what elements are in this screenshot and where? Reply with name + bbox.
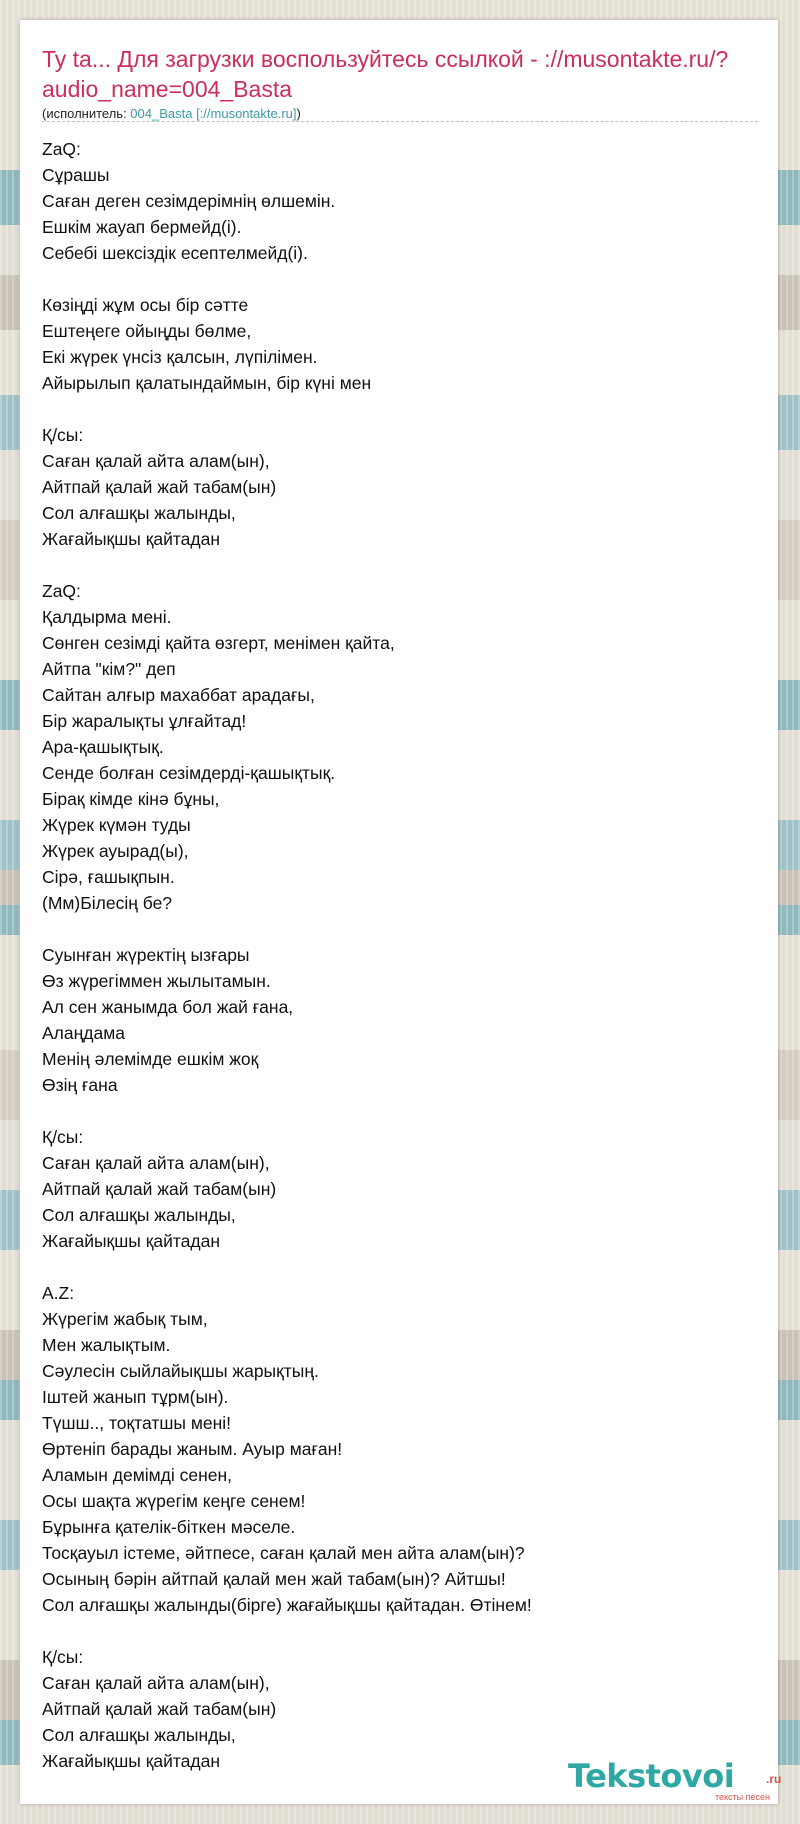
lyrics-line: Сол алғашқы жалынды, bbox=[42, 503, 236, 523]
lyrics-verse bbox=[42, 292, 758, 396]
lyrics-line: Сол алғашқы жалынды, bbox=[42, 1725, 236, 1745]
lyrics-line: Айтпай қалай жай табам(ын) bbox=[42, 1179, 277, 1199]
lyrics-line: (Мм)Білесің бе? bbox=[42, 893, 173, 913]
lyrics-line: Көзіңді жұм осы бір сәтте bbox=[42, 295, 249, 315]
lyrics-line: Екі жүрек үнсіз қалсын, лүпілімен. bbox=[42, 347, 318, 367]
lyrics-line: ZaQ: bbox=[42, 581, 81, 601]
lyrics-line: Іштей жанып тұрм(ын). bbox=[42, 1387, 229, 1407]
lyrics-line: Қалдырма мені. bbox=[42, 607, 172, 627]
lyrics-line: Саған қалай айта алам(ын), bbox=[42, 1153, 270, 1173]
lyrics-line: Қ/сы: bbox=[42, 425, 84, 445]
logo-name: Tekstovoi bbox=[568, 1757, 735, 1795]
lyrics-verse bbox=[42, 578, 758, 916]
lyrics-verse bbox=[42, 1644, 758, 1774]
artist-link[interactable]: 004_Basta [://musontakte.ru] bbox=[130, 106, 297, 121]
lyrics-line: Жағайықшы қайтадан bbox=[42, 529, 221, 549]
lyrics-line: Саған қалай айта алам(ын), bbox=[42, 451, 270, 471]
lyrics-line: Себебі шексіздік есептелмейд(і). bbox=[42, 243, 308, 263]
lyrics-line: Өртеніп барады жаным. Ауыр маған! bbox=[42, 1439, 343, 1459]
lyrics-line: Менің әлемімде ешкім жоқ bbox=[42, 1049, 259, 1069]
lyrics-verse bbox=[42, 1124, 758, 1254]
lyrics-line: Сұрашы bbox=[42, 165, 110, 185]
lyrics-line: Түшш.., тоқтатшы мені! bbox=[42, 1413, 232, 1433]
lyrics-line: Ештеңеге ойыңды бөлме, bbox=[42, 321, 252, 341]
page-title: Ty ta... Для загрузки воспользуйтесь ссылкой - ://musontakte.ru/?audio_name=004_Basta bbox=[42, 46, 729, 102]
lyrics-line: Осы шақта жүрегім кеңге сенем! bbox=[42, 1491, 306, 1511]
lyrics-line: Өз жүрегіммен жылытамын. bbox=[42, 971, 271, 991]
lyrics-line: Бірақ кімде кінә бұны, bbox=[42, 789, 220, 809]
lyrics-line: Жағайықшы қайтадан bbox=[42, 1231, 221, 1251]
artist-prefix: (исполнитель: bbox=[42, 106, 131, 121]
lyrics-line: Сол алғашқы жалынды, bbox=[42, 1205, 236, 1225]
lyrics-line: ZaQ: bbox=[42, 139, 81, 159]
lyrics-verse bbox=[42, 942, 758, 1098]
lyrics-line: Жүрек күмән туды bbox=[42, 815, 191, 835]
lyrics-line: Саған қалай айта алам(ын), bbox=[42, 1673, 270, 1693]
lyrics-line: Айтпай қалай жай табам(ын) bbox=[42, 477, 277, 497]
lyrics-line: Мен жалықтым. bbox=[42, 1335, 171, 1355]
site-logo[interactable] bbox=[568, 1757, 782, 1802]
header-divider bbox=[42, 121, 758, 122]
lyrics-line: Ара-қашықтық. bbox=[42, 737, 164, 757]
logo-tld: .ru bbox=[766, 1772, 782, 1786]
lyrics-line: Айырылып қалатындаймын, бір күні мен bbox=[42, 373, 372, 393]
lyrics-line: Қ/сы: bbox=[42, 1127, 84, 1147]
lyrics-line: Айтпай қалай жай табам(ын) bbox=[42, 1699, 277, 1719]
lyrics-line: Бір жаралықты ұлғайтад! bbox=[42, 711, 247, 731]
lyrics-line: Ал сен жанымда бол жай ғана, bbox=[42, 997, 294, 1017]
lyrics-line: Саған деген сезімдерімнің өлшемін. bbox=[42, 191, 336, 211]
lyrics-verse bbox=[42, 1280, 758, 1618]
lyrics-line: Тосқауыл істеме, әйтпесе, саған қалай мен айта алам(ын)? bbox=[42, 1543, 525, 1563]
lyrics-line: Сәулесін сыйлайықшы жарықтың. bbox=[42, 1361, 319, 1381]
lyrics-verse bbox=[42, 136, 758, 266]
lyrics-line: Алаңдама bbox=[42, 1023, 125, 1043]
lyrics-line: Осының бәрін айтпай қалай мен жай табам(ын)? Айтшы! bbox=[42, 1569, 506, 1589]
lyrics-line: Жүрек ауырад(ы), bbox=[42, 841, 189, 861]
lyrics-line: Өзің ғана bbox=[42, 1075, 118, 1095]
lyrics-line: A.Z: bbox=[42, 1283, 75, 1303]
lyrics-line: Сөнген сезімді қайта өзгерт, менімен қайта, bbox=[42, 633, 395, 653]
lyrics-line: Қ/сы: bbox=[42, 1647, 84, 1667]
artist-line bbox=[42, 106, 758, 122]
lyrics-text bbox=[42, 136, 758, 1800]
lyrics-card bbox=[20, 20, 782, 1804]
lyrics-line: Айтпа "кім?" деп bbox=[42, 659, 176, 679]
artist-suffix: ) bbox=[296, 106, 301, 121]
lyrics-line: Бұрынға қателік-біткен мәселе. bbox=[42, 1517, 296, 1537]
lyrics-line: Сірә, ғашықпын. bbox=[42, 867, 175, 887]
logo-tagline: тексты песен bbox=[714, 1792, 770, 1802]
lyrics-line: Жүрегім жабық тым, bbox=[42, 1309, 208, 1329]
lyrics-line: Суынған жүректің ызғары bbox=[42, 945, 250, 965]
lyrics-line: Жағайықшы қайтадан bbox=[42, 1751, 221, 1771]
lyrics-line: Аламын демімді сенен, bbox=[42, 1465, 233, 1485]
lyrics-verse bbox=[42, 422, 758, 552]
lyrics-line: Ешкім жауап бермейд(і). bbox=[42, 217, 242, 237]
lyrics-line: Сол алғашқы жалынды(бірге) жағайықшы қайтадан. Өтінем! bbox=[42, 1595, 532, 1615]
lyrics-line: Сенде болған сезімдерді-қашықтық. bbox=[42, 763, 336, 783]
lyrics-line: Сайтан алғыр махаббат арадағы, bbox=[42, 685, 315, 705]
page-header bbox=[42, 44, 758, 122]
